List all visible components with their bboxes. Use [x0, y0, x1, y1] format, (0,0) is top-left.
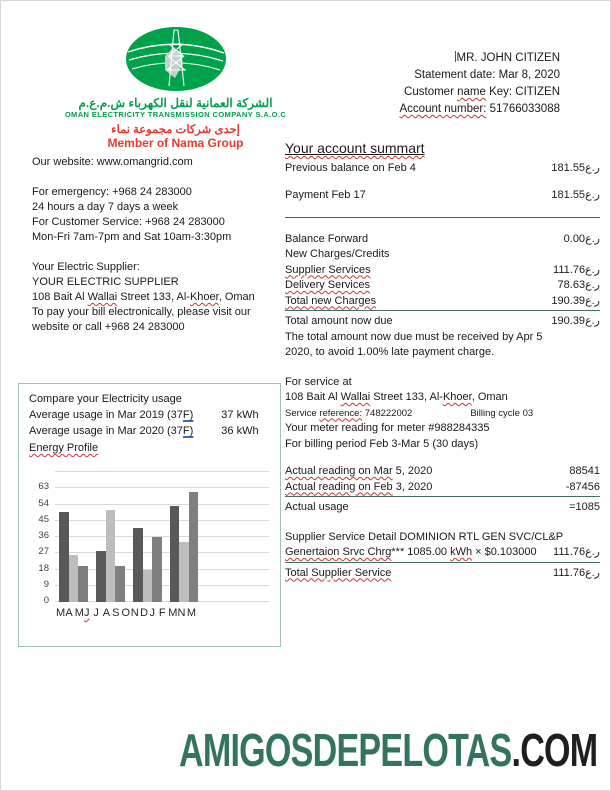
delivery-services-label: Delivery Services	[285, 279, 370, 291]
payment-row	[285, 188, 600, 204]
previous-balance-row	[285, 161, 600, 177]
chart-bar	[152, 537, 162, 602]
chart-bar	[69, 555, 79, 602]
chart-x-tick-label: M	[56, 607, 66, 619]
chart-x-tick-label: S	[112, 607, 120, 619]
chart-y-tick-label: 18	[38, 562, 49, 574]
chart-gridline	[55, 552, 269, 553]
emergency-block	[32, 185, 294, 245]
chart-x-tick-label: D	[140, 607, 149, 619]
service-reference: Service reference: 748222002	[285, 407, 413, 419]
customer-name-key: Customer name Key: CITIZEN	[404, 86, 560, 98]
usage-2020-label: Average usage in Mar 2020 (37F)	[29, 425, 194, 437]
service-hours-line: Mon-Fri 7am-7pm and Sat 10am-3:30pm	[32, 231, 232, 243]
chart-x-tick-label: M	[168, 607, 178, 619]
payment-label: Payment Feb 17	[285, 189, 366, 201]
chart-y-tick-label: 0	[43, 595, 49, 606]
service-at-heading: For service at	[285, 375, 352, 388]
chart-x-tick-label: F	[158, 607, 166, 619]
emergency-line: For emergency: +968 24 283000	[32, 186, 192, 198]
chart-x-tick-label: J	[84, 607, 90, 619]
previous-balance-value: 181.55ر.ع	[551, 161, 600, 174]
section-divider	[285, 562, 600, 563]
chart-gridline	[55, 504, 269, 505]
reading-feb-row	[285, 480, 600, 496]
website-line: Our website: www.omangrid.com	[32, 156, 193, 168]
comparison-heading: Compare your Electricity usage	[29, 393, 182, 405]
reading-mar-value: 88541	[569, 465, 600, 477]
chart-bar	[189, 492, 199, 602]
chart-bar	[179, 542, 189, 602]
account-number: Account number: 51766033088	[399, 103, 560, 115]
watermark-main: AMIGOSDEPELOTAS	[178, 724, 512, 776]
logo-arabic-name: الشركة العمانية لنقل الكهرباء ش.م.ع.م	[78, 96, 273, 110]
new-charges-heading: New Charges/Credits	[285, 248, 390, 260]
logo-nama-group-tagline: Member of Nama Group	[107, 136, 244, 150]
previous-balance-label: Previous balance on Feb 4	[285, 161, 416, 174]
watermark	[179, 723, 597, 777]
energy-profile-bar-chart	[38, 472, 269, 606]
chart-x-tick-label: M	[186, 607, 197, 619]
actual-usage-label: Actual usage	[285, 501, 349, 513]
section-divider	[285, 310, 600, 311]
supplier-services-label: Supplier Services	[285, 263, 371, 276]
chart-gridline	[55, 471, 269, 472]
generation-charge-value: 111.76ر.ع	[553, 546, 600, 558]
due-note: The total amount now due must be received by Apr 5 2020, to avoid 1.00% late payment charge.	[285, 330, 543, 358]
chart-x-tick-label: J	[93, 607, 99, 619]
logo-english-name: OMAN ELECTRICITY TRANSMISSION COMPANY S.A.O.C	[64, 110, 287, 119]
watermark-suffix: .COM	[511, 724, 597, 776]
electricity-usage-chart-box	[18, 383, 281, 647]
chart-x-tick-label: N	[177, 607, 186, 619]
energy-profile-label: Energy Profile	[29, 442, 99, 454]
chart-x-tick-label: N	[130, 607, 139, 619]
hours-line: 24 hours a day 7 days a week	[32, 201, 179, 213]
chart-x-tick-label: A	[65, 607, 73, 619]
chart-gridline	[55, 487, 269, 488]
chart-bar	[59, 512, 69, 602]
supplier-address: 108 Bait Al Wallai Street 133, Al-Khoer, Oman	[32, 291, 255, 303]
chart-bar	[133, 528, 143, 602]
company-logo-block	[38, 26, 313, 150]
account-summary-title: Your account summart	[285, 140, 425, 156]
chart-bar	[96, 551, 106, 602]
chart-x-tick-label: A	[102, 607, 111, 619]
chart-y-tick-label: 9	[43, 578, 49, 590]
billing-cycle: Billing cycle 03	[470, 407, 534, 419]
total-due-value: 190.39ر.ع	[551, 315, 600, 327]
statement-date: Statement date: Mar 8, 2020	[414, 69, 560, 81]
reading-feb-label: Actual reading on Feb 3, 2020	[285, 480, 433, 493]
balance-forward-row	[285, 232, 600, 248]
reading-mar-label: Actual reading on Mar 5, 2020	[285, 465, 433, 477]
chart-y-tick-label: 54	[38, 497, 49, 509]
delivery-services-row	[285, 278, 600, 294]
generation-charge-row	[285, 545, 600, 561]
chart-bar	[115, 566, 125, 602]
customer-name: MR. JOHN CITIZEN	[456, 52, 560, 64]
chart-x-tick-label: O	[121, 607, 130, 619]
usage-2020-value: 36 kWh	[221, 425, 259, 437]
chart-bar	[78, 566, 88, 602]
chart-gridline	[55, 536, 269, 537]
logo-arabic-tagline: إحدى شركات مجموعة نماء	[111, 124, 240, 136]
chart-gridline	[55, 520, 269, 521]
balance-forward-label: Balance Forward	[285, 232, 369, 245]
reading-feb-value: -87456	[565, 480, 600, 493]
billing-period-line: For billing period Feb 3-Mar 5 (30 days)	[285, 437, 479, 450]
supplier-services-row	[285, 263, 600, 279]
generation-charge-label: Genertaion Srvc Chrg*** 1085.00 kWh × $0.103000	[285, 546, 537, 558]
total-supplier-service-row	[285, 566, 600, 582]
total-supplier-service-label: Total Supplier Service	[285, 566, 392, 579]
bill-details-column	[285, 50, 600, 581]
payment-value: 181.55ر.ع	[551, 189, 600, 201]
usage-2019-value: 37 kWh	[221, 409, 259, 421]
chart-y-tick-label: 36	[38, 530, 49, 541]
customer-header	[285, 50, 600, 118]
meter-reading-line: Your meter reading for meter #988284335	[285, 422, 490, 434]
reading-mar-row	[285, 464, 600, 480]
total-new-charges-label: Total new Charges	[285, 294, 377, 307]
supplier-block	[32, 260, 294, 335]
chart-y-tick-label: 45	[38, 513, 49, 525]
total-due-label: Total amount now due	[285, 315, 393, 327]
actual-usage-value: =1085	[569, 501, 600, 513]
pay-line-2: website or call +968 24 283000	[32, 321, 185, 333]
supplier-name: YOUR ELECTRIC SUPPLIER	[32, 276, 179, 288]
total-due-row	[285, 314, 600, 330]
section-divider	[285, 217, 600, 218]
pay-line-1: To pay your bill electronically, please visit our	[32, 306, 251, 318]
transmission-company-logo-icon	[125, 26, 227, 92]
supplier-heading: Your Electric Supplier:	[32, 261, 140, 273]
supplier-detail-heading: Supplier Service Detail DOMINION RTL GEN SVC/CL&P	[285, 530, 564, 543]
chart-x-tick-label: J	[149, 607, 155, 619]
chart-bar	[170, 506, 180, 602]
chart-x-tick-label: M	[74, 607, 84, 619]
usage-2020-row	[29, 423, 270, 439]
chart-y-tick-label: 27	[38, 546, 49, 558]
section-divider	[285, 496, 600, 497]
delivery-services-value: 78.63ر.ع	[557, 279, 600, 291]
supplier-services-value: 111.76ر.ع	[553, 263, 600, 276]
service-address: 108 Bait Al Wallai Street 133, Al-Khoer, Oman	[285, 391, 508, 403]
usage-2019-label: Average usage in Mar 2019 (37F)	[29, 409, 194, 421]
balance-forward-value: 0.00ر.ع	[563, 232, 600, 245]
total-new-charges-row	[285, 294, 600, 310]
service-reference-row	[285, 406, 600, 422]
contact-info-block	[32, 155, 294, 350]
total-supplier-service-value: 111.76ر.ع	[553, 566, 600, 579]
chart-bar	[143, 570, 153, 603]
actual-usage-row	[285, 500, 600, 516]
chart-bar	[106, 510, 116, 602]
customer-service-line: For Customer Service: +968 24 283000	[32, 216, 225, 228]
text-cursor	[455, 51, 456, 62]
usage-2019-row	[29, 407, 270, 423]
total-new-charges-value: 190.39ر.ع	[551, 294, 600, 307]
chart-x-axis-labels	[55, 605, 269, 621]
chart-y-tick-label: 63	[38, 481, 49, 493]
